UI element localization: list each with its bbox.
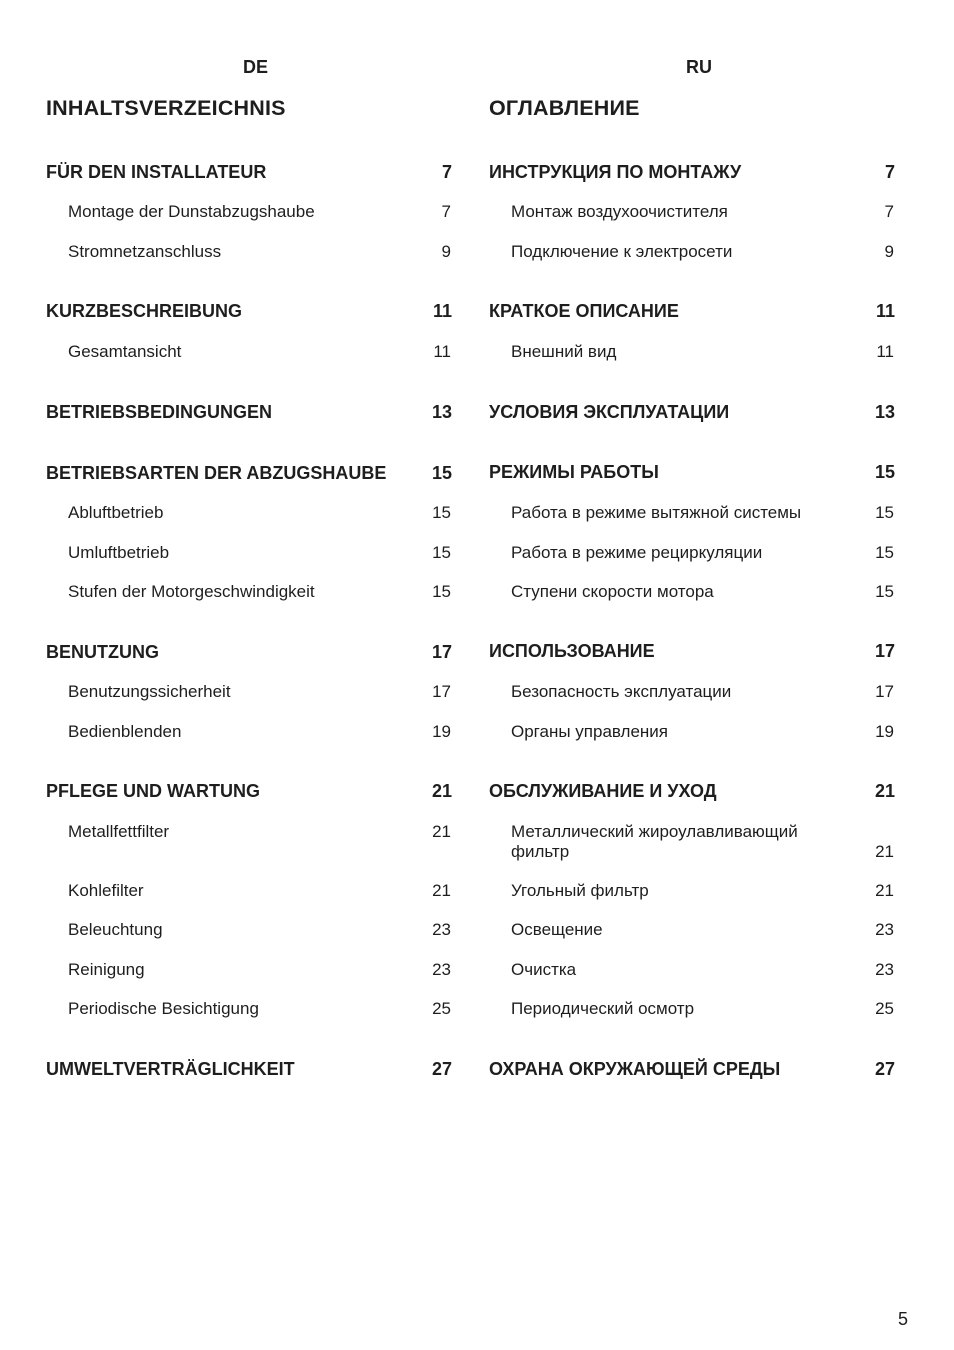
entry-label: Угольный фильтр — [511, 881, 649, 900]
entry-page: 21 — [432, 881, 451, 900]
entry-label: Периодический осмотр — [511, 999, 695, 1018]
entry-label: Stufen der Motorgeschwindigkeit — [68, 582, 315, 601]
entry-label: Безопасность эксплуатации — [511, 682, 732, 701]
page-number: 5 — [897, 1309, 908, 1329]
entry-page: 15 — [431, 463, 452, 483]
toc-title: ОГЛАВЛЕНИЕ — [489, 96, 640, 120]
entry-label: Работа в режиме рециркуляции — [511, 543, 763, 562]
entry-page: 11 — [433, 342, 451, 361]
entry-page: 15 — [432, 582, 451, 601]
entry-label: Kohlefilter — [68, 881, 144, 900]
entry-page: 19 — [432, 722, 451, 741]
entry-label: BENUTZUNG — [46, 642, 159, 662]
entry-label: ИНСТРУКЦИЯ ПО МОНТАЖУ — [489, 162, 742, 182]
entry-page: 21 — [874, 781, 895, 801]
entry-label: Освещение — [511, 920, 603, 939]
entry-label: ОХРАНА ОКРУЖАЮЩЕЙ СРЕДЫ — [489, 1059, 781, 1079]
entry-page: 15 — [875, 582, 894, 601]
entry-page: 9 — [441, 242, 451, 261]
entry-page: 17 — [875, 682, 894, 701]
entry-label: Montage der Dunstabzugshaube — [68, 202, 315, 221]
toc-title: INHALTSVERZEICHNIS — [46, 96, 286, 120]
language-code: DE — [243, 57, 269, 77]
entry-label: Органы управления — [511, 722, 669, 741]
entry-page: 15 — [432, 503, 451, 522]
entry-label: Umluftbetrieb — [68, 543, 170, 562]
entry-page: 15 — [875, 543, 894, 562]
entry-page: 15 — [432, 543, 451, 562]
entry-label: BETRIEBSBEDINGUNGEN — [46, 402, 273, 422]
entry-label: Ступени скорости мотора — [511, 582, 714, 601]
entry-label: Abluftbetrieb — [68, 503, 164, 522]
entry-label: Periodische Besichtigung — [68, 999, 259, 1018]
entry-page: 11 — [875, 301, 895, 321]
entry-page: 17 — [431, 642, 452, 662]
entry-page: 21 — [875, 881, 894, 900]
entry-page: 11 — [432, 301, 452, 321]
entry-page: 17 — [874, 641, 895, 661]
entry-label: Gesamtansicht — [68, 342, 182, 361]
entry-page: 19 — [875, 722, 894, 741]
entry-label: Bedienblenden — [68, 722, 182, 741]
entry-page: 17 — [432, 682, 451, 701]
entry-label: ИСПОЛЬЗОВАНИЕ — [489, 641, 655, 661]
entry-page: 27 — [431, 1059, 452, 1079]
entry-page: 23 — [875, 920, 894, 939]
entry-label: Beleuchtung — [68, 920, 163, 939]
entry-page: 23 — [432, 960, 451, 979]
entry-label: Stromnetzanschluss — [68, 242, 222, 261]
entry-label: Работа в режиме вытяжной системы — [511, 503, 802, 522]
entry-page: 15 — [874, 462, 895, 482]
entry-label: KURZBESCHREIBUNG — [46, 301, 243, 321]
entry-page: 7 — [884, 162, 895, 182]
entry-label: PFLEGE UND WARTUNG — [46, 781, 260, 801]
entry-page: 25 — [875, 999, 894, 1018]
entry-label: Монтаж воздухоочистителя — [511, 202, 728, 221]
entry-page: 13 — [874, 402, 895, 422]
entry-label: UMWELTVERTRÄGLICHKEIT — [46, 1059, 295, 1079]
entry-page: 23 — [432, 920, 451, 939]
entry-label: УСЛОВИЯ ЭКСПЛУАТАЦИИ — [489, 402, 730, 422]
toc-column-de — [46, 0, 456, 1100]
toc-column-ru — [489, 0, 899, 1100]
entry-page: 21 — [431, 781, 452, 801]
entry-page: 7 — [441, 202, 451, 221]
entry-page: 13 — [431, 402, 452, 422]
entry-page: 21 — [432, 822, 451, 841]
entry-label: Очистка — [511, 960, 577, 979]
entry-page: 11 — [876, 342, 894, 361]
entry-label: РЕЖИМЫ РАБОТЫ — [489, 462, 659, 482]
entry-label: BETRIEBSARTEN DER ABZUGSHAUBE — [46, 463, 387, 483]
entry-label: Reinigung — [68, 960, 145, 979]
entry-label: FÜR DEN INSTALLATEUR — [46, 162, 267, 182]
entry-page: 25 — [432, 999, 451, 1018]
entry-page: 7 — [884, 202, 894, 221]
entry-label: Benutzungssicherheit — [68, 682, 231, 701]
entry-label: Подключение к электросети — [511, 242, 733, 261]
entry-page: 21 — [875, 842, 894, 861]
entry-label: ОБСЛУЖИВАНИЕ И УХОД — [489, 781, 717, 801]
entry-page: 27 — [874, 1059, 895, 1079]
language-code: RU — [686, 57, 712, 77]
entry-label: КРАТКОЕ ОПИСАНИЕ — [489, 301, 679, 321]
entry-label: Металлический жироулавливающий фильтр — [511, 822, 798, 861]
entry-label: Внешний вид — [511, 342, 617, 361]
entry-label: Metallfettfilter — [68, 822, 170, 841]
entry-page: 23 — [875, 960, 894, 979]
entry-page: 9 — [884, 242, 894, 261]
entry-page: 15 — [875, 503, 894, 522]
entry-page: 7 — [441, 162, 452, 182]
